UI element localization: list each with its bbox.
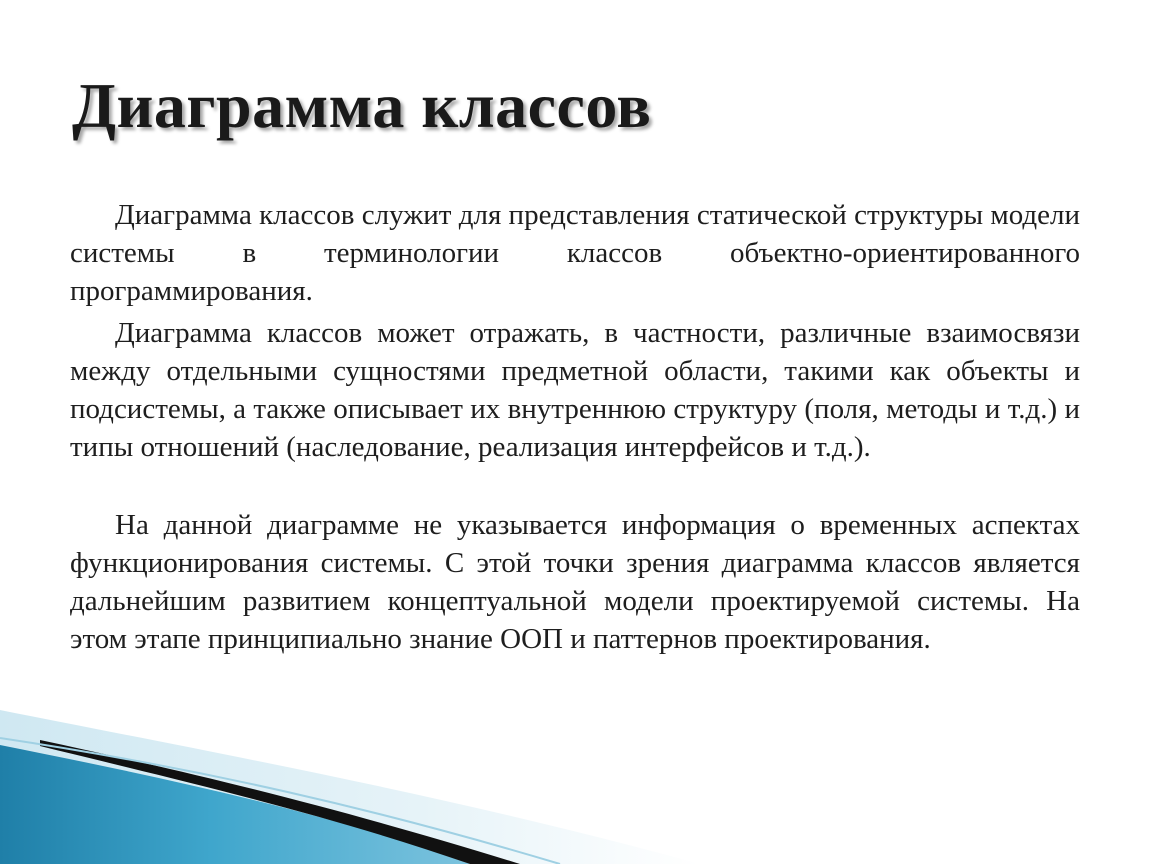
paragraph-relationships: Диаграмма классов может отражать, в частности, различные взаимосвязи между отдельными сущностями предметной области, такими как объекты и подсистемы, а также описывает их внутреннюю структуру (поля, методы и т.д.) и типы отношений (наследование, реализация интерфейсов и т.д.). xyxy=(70,317,1080,463)
corner-swoosh-decoration xyxy=(0,690,1150,864)
slide-body xyxy=(70,196,1080,662)
slide-title: Диаграмма классов xyxy=(72,70,652,141)
paragraph-definition: Диаграмма классов служит для представления статической структуры модели системы в терминологии классов объектно-ориентированного программирования. xyxy=(70,199,1080,307)
paragraph-temporal-aspects: На данной диаграмме не указывается информация о временных аспектах функционирования системы. С этой точки зрения диаграмма классов является дальнейшим развитием концептуальной модели проектируемой системы. На этом этапе принципиально знание ООП и паттернов проектирования. xyxy=(70,509,1080,655)
